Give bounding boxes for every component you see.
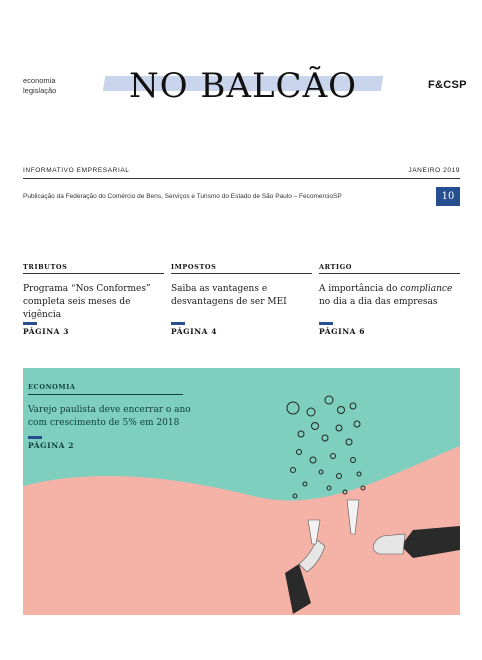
section-page[interactable]: PÁGINA 3 — [23, 327, 70, 336]
publication-line: Publicação da Federação do Comércio de Bens, Serviços e Turismo do Estado de São Paulo – FecomercioSP — [23, 193, 342, 200]
section-category: IMPOSTOS — [171, 263, 312, 274]
section-impostos[interactable] — [171, 263, 312, 338]
info-date: JANEIRO 2019 — [408, 167, 460, 174]
sections — [23, 263, 460, 338]
issue-badge: 10 — [436, 187, 460, 206]
feature-panel[interactable] — [23, 368, 460, 615]
section-artigo[interactable] — [319, 263, 460, 338]
bubbles-icon — [287, 396, 365, 498]
tagline-economia: economia — [23, 76, 56, 85]
page-marker — [171, 322, 185, 325]
pink-wave — [23, 446, 460, 615]
headline-part: A importância do — [319, 284, 401, 294]
masthead-title: NO BALCÃO — [129, 66, 357, 106]
section-page[interactable]: PÁGINA 6 — [319, 327, 366, 336]
section-headline[interactable]: Programa “Nos Conformes” completa seis meses de vigência — [23, 284, 151, 320]
feature-category: ECONOMIA — [28, 383, 183, 395]
tagline — [23, 76, 56, 96]
section-headline[interactable]: Saiba as vantagens e desvantagens de ser MEI — [171, 284, 287, 307]
section-tributos[interactable] — [23, 263, 164, 338]
page-marker — [23, 322, 37, 325]
info-bar — [23, 167, 460, 179]
page-marker — [319, 322, 333, 325]
headline-emphasis: compliance — [400, 284, 453, 294]
masthead — [98, 62, 388, 106]
page-marker — [28, 436, 42, 439]
feature-headline[interactable]: Varejo paulista deve encerrar o ano com crescimento de 5% em 2018 — [28, 405, 191, 428]
headline-part: no dia a dia das empresas — [319, 297, 438, 307]
tagline-legislacao: legislação — [23, 86, 57, 95]
feature-page[interactable]: PÁGINA 2 — [28, 441, 75, 450]
section-category: TRIBUTOS — [23, 263, 164, 274]
section-headline[interactable] — [319, 283, 460, 313]
brand-logo: F&CSP — [428, 79, 467, 91]
section-category: ARTIGO — [319, 263, 460, 274]
section-page[interactable]: PÁGINA 4 — [171, 327, 218, 336]
info-label: INFORMATIVO EMPRESARIAL — [23, 167, 130, 174]
